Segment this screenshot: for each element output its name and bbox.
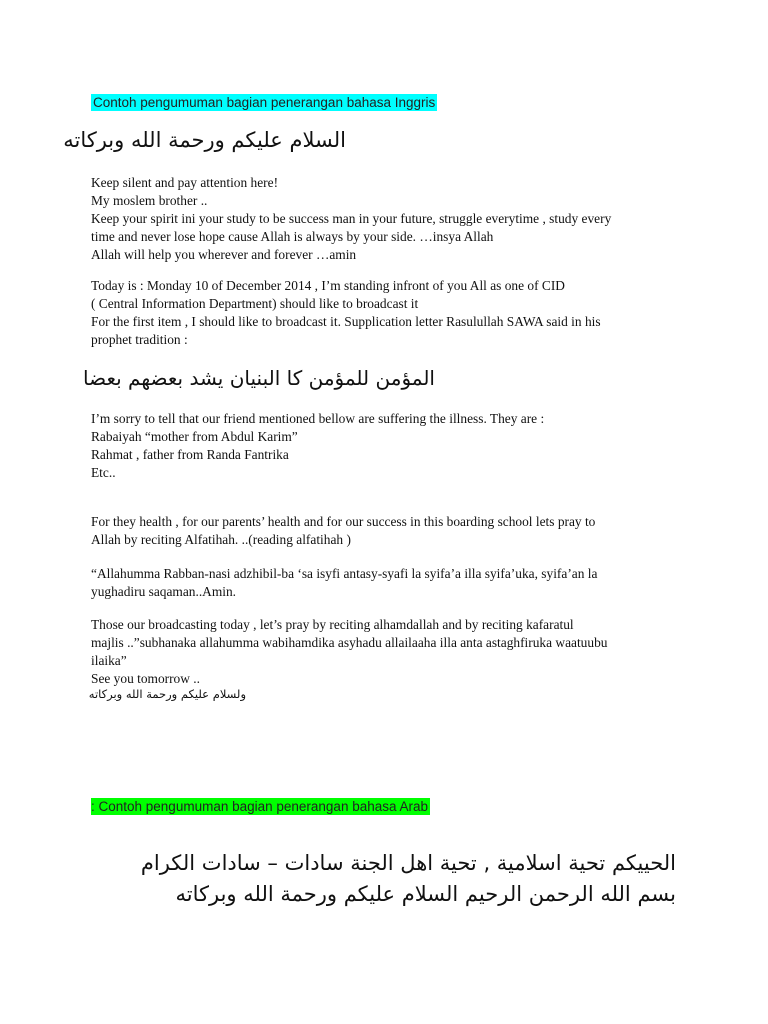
text-line: Rahmat , father from Randa Fantrika: [91, 447, 289, 462]
paragraph-motivation: [91, 174, 691, 264]
arabic-line-1: الحييكم تحية اسلامية , تحية اهل الجنة سادات – سادات الكرام: [140, 851, 676, 875]
text-line: Allah will help you wherever and forever …amin: [91, 247, 357, 262]
text-line: prophet tradition :: [91, 332, 188, 347]
arabic-section-heading: : Contoh pengumuman bagian penerangan bahasa Arab: [91, 799, 429, 814]
paragraph-prayer: [91, 513, 691, 549]
text-line: See you tomorrow ..: [91, 671, 200, 686]
arabic-line-2: بسم الله الرحمن الرحيم السلام عليكم ورحمة الله وبركاته: [175, 882, 676, 906]
paragraph-doa: [91, 565, 691, 601]
text-line: Rabaiyah “mother from Abdul Karim”: [91, 429, 298, 444]
text-line: yughadiru saqaman..Amin.: [91, 584, 237, 599]
text-line: Today is : Monday 10 of December 2014 , I’m standing infront of you All as one of CID: [91, 278, 565, 293]
text-line: Allah by reciting Alfatihah. ..(reading alfatihah ): [91, 532, 351, 547]
text-line: time and never lose hope cause Allah is always by your side. …insya Allah: [91, 229, 494, 244]
text-line: Keep your spirit ini your study to be success man in your future, struggle everytime , study every: [91, 211, 612, 226]
text-line: majlis ..”subhanaka allahumma wabihamdika asyhadu allailaaha illa anta astaghfiruka waatuubu: [91, 635, 608, 650]
text-line: ( Central Information Department) should like to broadcast it: [91, 296, 419, 311]
paragraph-illness: [91, 410, 691, 482]
text-line: Keep silent and pay attention here!: [91, 175, 279, 190]
arabic-section-heading-wrap: [91, 798, 691, 816]
text-line: “Allahumma Rabban-nasi adzhibil-ba ‘sa isyfi antasy-syafi la syifa’a illa syifa’uka, syifa’an la: [91, 566, 598, 581]
text-line: ilaika”: [91, 653, 127, 668]
paragraph-announcement: [91, 277, 691, 349]
text-line: Etc..: [91, 465, 116, 480]
paragraph-closing: [91, 616, 691, 688]
text-line: My moslem brother ..: [91, 193, 208, 208]
arabic-greeting: السلام عليكم ورحمة الله وبركاته: [63, 128, 346, 152]
text-line: For the first item , I should like to broadcast it. Supplication letter Rasulullah SAWA said in his: [91, 314, 601, 329]
english-section-heading-wrap: [91, 94, 691, 112]
closing-arabic: ولسلام عليكم ورحمة الله وبركاته: [88, 687, 246, 701]
text-line: I’m sorry to tell that our friend mentioned bellow are suffering the illness. They are :: [91, 411, 545, 426]
text-line: For they health , for our parents’ health and for our success in this boarding school lets pray to: [91, 514, 596, 529]
text-line: Those our broadcasting today , let’s pray by reciting alhamdallah and by reciting kafaratul: [91, 617, 574, 632]
hadith-arabic: المؤمن للمؤمن كا البنيان يشد بعضهم بعضا: [83, 366, 435, 390]
english-section-heading: Contoh pengumuman bagian penerangan bahasa Inggris: [93, 95, 436, 110]
